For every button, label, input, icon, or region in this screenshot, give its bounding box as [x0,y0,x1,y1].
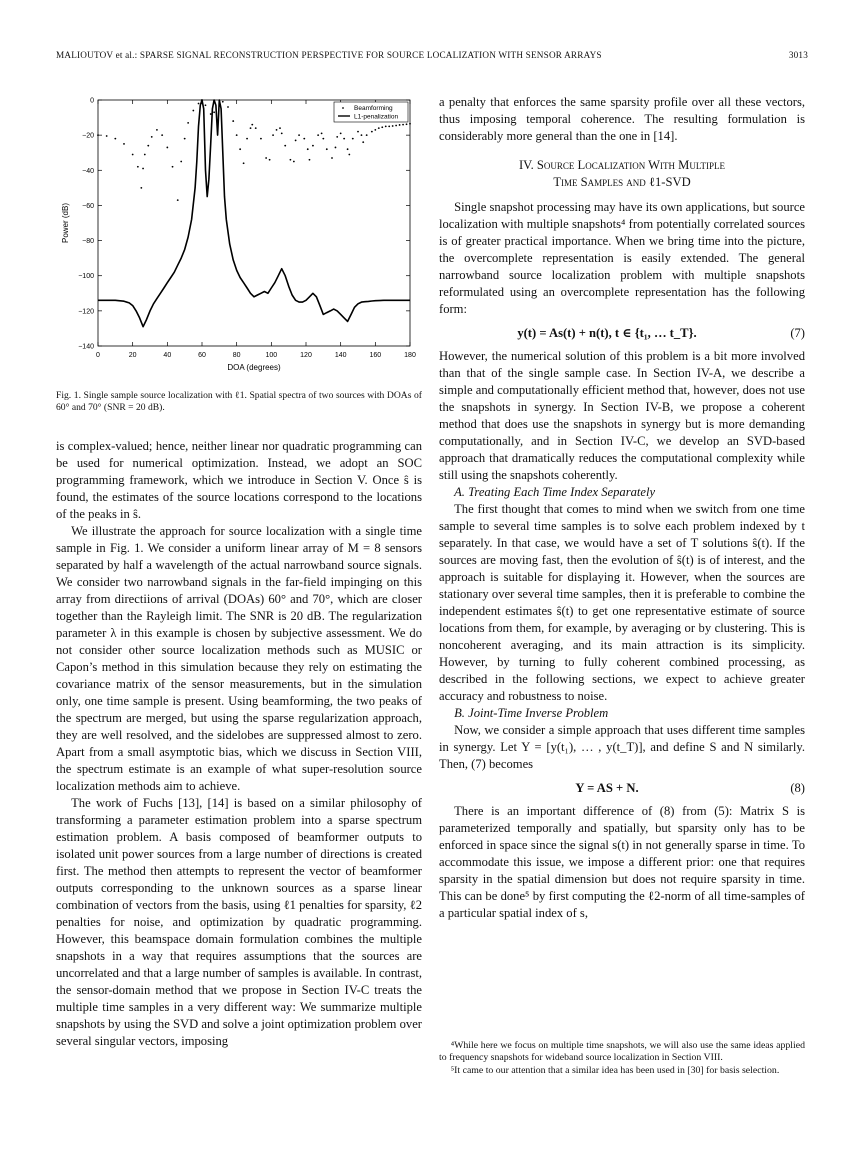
beamforming-point [265,157,267,159]
beamforming-point [180,161,182,163]
section-iv-heading-line-1: IV. Source Localization With Multiple [518,158,726,172]
legend-beamforming-marker [342,107,344,109]
running-header [56,50,808,60]
figure-1-chart [56,90,422,380]
beamforming-point [147,145,149,147]
beamforming-point [255,127,257,129]
x-tick-label: 160 [369,352,382,359]
chart-legend [334,102,408,122]
subsection-a-heading: A. Treating Each Time Index Separately [454,485,656,499]
beamforming-point [290,159,292,161]
beamforming-point [388,125,390,127]
beamforming-point [97,134,99,136]
x-tick-label: 0 [96,352,100,359]
beamforming-point [172,166,174,168]
beamforming-point [251,124,253,126]
left-paragraph-1: is complex-valued; hence, neither linear nor quadratic programming can be used for numerical optimization. Instead, we adopt an SOC programming framework, which we introduce in Section V. Once ŝ is found, the estimates of the source locations correspond to the locations of the peaks in ŝ. [56,439,422,521]
beamforming-point [269,159,271,161]
beamforming-point [409,123,411,125]
section-iv-heading [439,157,805,191]
left-paragraph-2: We illustrate the approach for source localization with a single time sample in Fig. 1. We consider a uniform linear array of M = 8 sensors separated by half a wavelength of the actual narrowband source signals. We consider two narrowband signals in the far-field impinging on this array from directiions of arrival (DOAs) 60° and 70°, which are closer together than the Rayleigh limit. The SNR is 20 dB. The regularization parameter λ in this example is chosen by subjective assessment. We do not consider other source localization methods such as MUSIC or Capon’s method in this simulation because they rely on estimating the covariance matrix of the sensor measurements, but in the simulation only, one time sample is present. Using beamforming, the two peaks of the spectrum are merged, but using the sparse regularization approach, they are well resolved, and the sidelobes are suppressed almost to zero. Apart from a small asymptotic bias, which we discuss in Section VIII, the spectrum estimate is an example of what super-resolution source localization methods aim to achieve. [56,524,422,793]
beamforming-point [276,129,278,131]
beamforming-point [347,148,349,150]
beamforming-point [340,132,342,134]
beamforming-point [236,134,238,136]
beamforming-point [295,140,297,142]
equation-8-number: (8) [790,780,805,795]
beamforming-point [161,134,163,136]
beamforming-point [399,124,401,126]
right-column [439,94,805,922]
beamforming-point [362,141,364,143]
x-axis-label: DOA (degrees) [227,363,281,372]
equation-8-body: Y = AS + N. [575,780,639,795]
beamforming-point [142,168,144,170]
beamforming-point [260,138,262,140]
y-axis-label: Power (dB) [61,202,70,244]
beamforming-point [106,135,108,137]
beamforming-point [284,145,286,147]
y-tick-label: −20 [82,132,94,140]
beamforming-point [395,125,397,127]
beamforming-point [381,126,383,128]
y-tick-label: −40 [82,167,94,175]
beamforming-point [205,104,207,106]
beamforming-point [279,127,281,129]
x-tick-label: 40 [163,352,172,359]
beamforming-point [210,113,212,115]
chart-series [97,99,411,327]
beamforming-point [243,162,245,164]
beamforming-point [298,134,300,136]
beamforming-point [303,138,305,140]
beamforming-point [281,132,283,134]
beamforming-point [326,148,328,150]
beamforming-point [246,138,248,140]
x-tick-label: 120 [300,352,312,359]
chart-axes [61,98,416,373]
plot-frame [98,100,410,346]
beamforming-point [357,131,359,133]
beamforming-point [378,127,380,129]
beamforming-point [144,154,146,156]
beamforming-point [307,148,309,150]
subsection-b-heading: B. Joint-Time Inverse Problem [454,706,609,720]
beamforming-point [366,134,368,136]
beamforming-point [385,125,387,127]
equation-8 [439,773,805,803]
beamforming-point [374,129,376,131]
beamforming-point [352,138,354,140]
beamforming-point [406,123,408,125]
beamforming-point [227,106,229,108]
beamforming-point [239,148,241,150]
l1-penalization-line [98,100,410,327]
right-paragraph-2: Single snapshot processing may have its own applications, but source localization with multiple snapshots⁴ from potentially correlated sources is of greater practical importance. When we bring time into the picture, the overcomplete representation is easily extended. The general narrowband source localization problem with multiple snapshots reformulated using an overcomplete representation has the following form: [439,200,805,316]
legend-l1-label: L1-penalization [354,113,399,121]
section-iv-heading-line-2: Time Samples and ℓ1-SVD [553,175,691,189]
y-tick-label: −100 [78,273,94,281]
beamforming-point [140,187,142,189]
beamforming-point [177,199,179,201]
beamforming-point [317,134,319,136]
beamforming-point [361,134,363,136]
right-paragraph-4: The first thought that comes to mind when we switch from one time sample to several time samples is to solve each problem indexed by t separately. In that case, we would have a set of T solutions ŝ(t). If the sources are moving fast, then the evolution of ŝ(t) is of interest, and the approach is suitable for displaying it. However, when the sources are stationary over several time samples, then it is preferable to combine the independent estimates ŝ(t) to get one representative estimate of source locations from them, for example, by averaging or by clustering. This is noncoherent averaging, and its main attraction is its simplicity. However, by turning to fully coherent combined processing, as described in the following sections, we expect to achieve greater accuracy and robustness to noise. [439,502,805,703]
right-paragraph-1: a penalty that enforces the same sparsity profile over all these vectors, thus imposing temporal coherence. The resulting formulation is considerably more general than the one in [14]. [439,95,805,143]
beamforming-point [222,101,224,103]
beamforming-point [166,147,168,149]
beamforming-point [371,131,373,133]
beamforming-point [250,127,252,129]
beamforming-point [114,138,116,140]
beamforming-point [232,120,234,122]
beamforming-point [335,147,337,149]
legend-beamforming-label: Beamforming [354,105,393,112]
y-tick-label: −120 [78,308,94,316]
running-title: MALIOUTOV et al.: SPARSE SIGNAL RECONSTRUCTION PERSPECTIVE FOR SOURCE LOCALIZATION WITH SENSOR ARRAYS [56,50,602,60]
beamforming-point [343,138,345,140]
figure-caption: Fig. 1. Single sample source localization with ℓ1. Spatial spectra of two sources with DOAs of 60° and 70° (SNR = 20 dB). [56,390,422,413]
beamforming-point [272,134,274,136]
equation-7-number: (7) [790,325,805,340]
beamforming-point [132,154,134,156]
beamforming-point [187,122,189,124]
footnotes [439,1040,805,1077]
x-tick-label: 100 [265,352,278,359]
beamforming-point [198,103,200,105]
beamforming-point [293,161,295,163]
beamforming-point [151,136,153,138]
x-tick-label: 140 [334,352,347,359]
right-paragraph-3: However, the numerical solution of this problem is a bit more involved than that of the single sample case. In Section IV-A, we describe a simple and computationally efficient method that, however, does not use the snapshots in synergy. In Section IV-B, we propose a coherent method that does use the snapshots in synergy but is more demanding computationally, and in Section IV-C, we develop an SVD-based approach that dramatically reduces the computational complexity while still using the snapshots coherently. [439,349,805,482]
left-paragraph-3: The work of Fuchs [13], [14] is based on a similar philosophy of transforming a parameter estimation problem into a sparse spectrum estimation problem. A basis composed of beamformer outputs to isolated unit power sources from a large number of directions is created first. The method then attempts to represent the vector of beamformer outputs corresponding to the unknown sources as a sparse linear combination of vectors from the basis, using ℓ1 penalties for sparsity, ℓ2 penalties for noise, and optimization by quadratic programming. However, this beamspace domain formulation combines the multiple snapshots in a way that requires assumptions that the sources are uncorrelated and that a large number of samples is available. In contrast, the sensor-domain method that we propose in Section IV-C treats the multiple time samples in a very different way: We summarize multiple snapshots by using the SVD and solve a joint optimization problem over several singular vectors, imposing [56,796,422,1048]
y-tick-label: −80 [82,238,94,246]
beamforming-point [213,111,215,113]
footnote-4: ⁴While here we focus on multiple time snapshots, we will also use the same ideas applied to frequency snapshots for wideband source localization in Section VIII. [439,1040,805,1064]
beamforming-point [348,154,350,156]
y-tick-label: −60 [82,202,94,210]
beamforming-point [309,159,311,161]
beamforming-point [184,138,186,140]
y-tick-label: 0 [90,97,94,105]
x-tick-label: 60 [198,352,206,359]
left-column [56,438,422,1050]
y-tick-label: −140 [78,343,94,351]
beamforming-point [331,157,333,159]
beamforming-point [192,110,194,112]
footnote-5: ⁵It came to our attention that a similar idea has been used in [30] for basis selection. [450,1064,780,1076]
x-tick-label: 80 [232,352,241,359]
beamforming-point [137,166,139,168]
beamforming-point [123,143,125,145]
right-paragraph-5: Now, we consider a simple approach that uses different time samples in synergy. Let Y = [y(t₁), … , y(t_T)], and define S and N similarly. Then, (7) becomes [439,723,805,771]
equation-7 [439,318,805,348]
x-tick-label: 20 [128,352,137,359]
beamforming-point [402,124,404,126]
beamforming-point [321,132,323,134]
x-tick-label: 180 [404,352,416,359]
beamforming-point [312,145,314,147]
beamforming-point [336,136,338,138]
beamforming-point [322,138,324,140]
equation-7-body: y(t) = As(t) + n(t), t ∈ {t₁, … t_T}. [517,325,697,340]
right-paragraph-6: There is an important difference of (8) from (5): Matrix S is parameterized temporally and spatially, but sparsity only has to be enforced in space since the signal s(t) in not generally sparse in time. To accommodate this issue, we impose a different prior: one that requires sparsity in the spatial dimension but does not require sparsity in time. This can be done⁵ by first computing the ℓ2-norm of all time-samples of a particular spatial index of s, [439,804,805,920]
beamforming-point [156,129,158,131]
page-number: 3013 [788,50,808,60]
beamforming-point [392,125,394,127]
